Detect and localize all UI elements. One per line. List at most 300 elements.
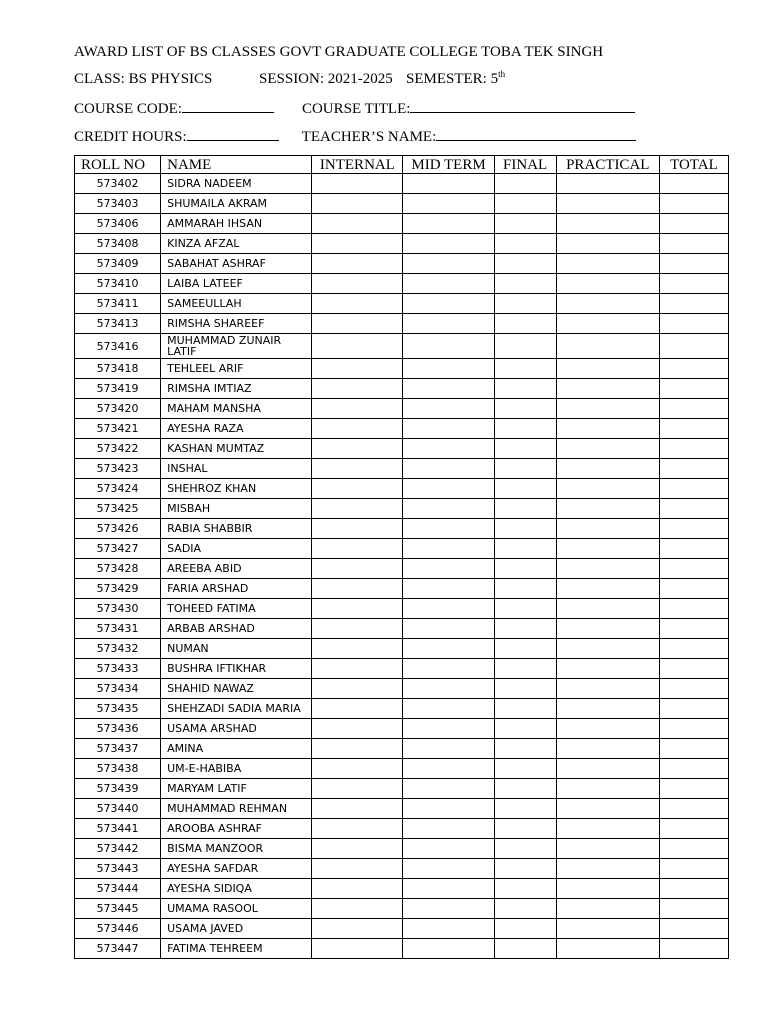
total-mark-cell[interactable] [659,919,728,939]
total-mark-cell[interactable] [659,939,728,959]
final-mark-cell[interactable] [494,194,556,214]
mid-term-mark-cell[interactable] [403,214,494,234]
final-mark-cell[interactable] [494,719,556,739]
practical-mark-cell[interactable] [556,479,659,499]
internal-mark-cell[interactable] [312,439,403,459]
internal-mark-cell[interactable] [312,314,403,334]
practical-mark-cell[interactable] [556,359,659,379]
internal-mark-cell[interactable] [312,819,403,839]
roll-no-cell: 573406 [75,214,161,234]
final-mark-cell[interactable] [494,839,556,859]
total-mark-cell[interactable] [659,214,728,234]
col-name: NAME [161,156,312,174]
name-cell: USAMA JAVED [161,919,312,939]
roll-no-cell: 573425 [75,499,161,519]
table-row [75,779,729,799]
table-row [75,314,729,334]
final-mark-cell[interactable] [494,174,556,194]
total-mark-cell[interactable] [659,739,728,759]
final-mark-cell[interactable] [494,939,556,959]
col-internal: INTERNAL [312,156,403,174]
total-mark-cell[interactable] [659,294,728,314]
roll-no-cell: 573441 [75,819,161,839]
col-practical: PRACTICAL [556,156,659,174]
roll-no-cell: 573430 [75,599,161,619]
table-row [75,399,729,419]
total-mark-cell[interactable] [659,479,728,499]
name-cell: SHEHZADI SADIA MARIA [161,699,312,719]
table-row [75,599,729,619]
internal-mark-cell[interactable] [312,799,403,819]
internal-mark-cell[interactable] [312,419,403,439]
mid-term-mark-cell[interactable] [403,379,494,399]
internal-mark-cell[interactable] [312,659,403,679]
table-row [75,214,729,234]
final-mark-cell[interactable] [494,559,556,579]
roll-no-cell: 573402 [75,174,161,194]
final-mark-cell[interactable] [494,399,556,419]
practical-mark-cell[interactable] [556,679,659,699]
name-cell: NUMAN [161,639,312,659]
mid-term-mark-cell[interactable] [403,194,494,214]
table-row [75,559,729,579]
total-mark-cell[interactable] [659,839,728,859]
internal-mark-cell[interactable] [312,194,403,214]
table-row [75,759,729,779]
award-table [74,155,729,959]
total-mark-cell[interactable] [659,659,728,679]
name-cell: UM-E-HABIBA [161,759,312,779]
table-row [75,274,729,294]
final-mark-cell[interactable] [494,274,556,294]
practical-mark-cell[interactable] [556,499,659,519]
final-mark-cell[interactable] [494,879,556,899]
name-cell: SABAHAT ASHRAF [161,254,312,274]
semester-superscript: th [498,69,506,79]
final-mark-cell[interactable] [494,699,556,719]
total-mark-cell[interactable] [659,379,728,399]
practical-mark-cell[interactable] [556,839,659,859]
mid-term-mark-cell[interactable] [403,559,494,579]
practical-mark-cell[interactable] [556,859,659,879]
total-mark-cell[interactable] [659,819,728,839]
total-mark-cell[interactable] [659,274,728,294]
final-mark-cell[interactable] [494,599,556,619]
table-row [75,859,729,879]
table-row [75,234,729,254]
practical-mark-cell[interactable] [556,519,659,539]
roll-no-cell: 573438 [75,759,161,779]
table-row [75,839,729,859]
final-mark-cell[interactable] [494,294,556,314]
name-cell: RIMSHA SHAREEF [161,314,312,334]
course-code-label: COURSE CODE: [74,101,182,117]
final-mark-cell[interactable] [494,314,556,334]
table-row [75,334,729,359]
practical-mark-cell[interactable] [556,659,659,679]
mid-term-mark-cell[interactable] [403,174,494,194]
name-cell: KASHAN MUMTAZ [161,439,312,459]
roll-no-cell: 573442 [75,839,161,859]
mid-term-mark-cell[interactable] [403,254,494,274]
practical-mark-cell[interactable] [556,234,659,254]
mid-term-mark-cell[interactable] [403,899,494,919]
total-mark-cell[interactable] [659,619,728,639]
mid-term-mark-cell[interactable] [403,599,494,619]
total-mark-cell[interactable] [659,194,728,214]
total-mark-cell[interactable] [659,439,728,459]
roll-no-cell: 573416 [75,334,161,359]
total-mark-cell[interactable] [659,314,728,334]
table-row [75,459,729,479]
final-mark-cell[interactable] [494,739,556,759]
name-cell: AREEBA ABID [161,559,312,579]
roll-no-cell: 573429 [75,579,161,599]
final-mark-cell[interactable] [494,659,556,679]
internal-mark-cell[interactable] [312,919,403,939]
practical-mark-cell[interactable] [556,719,659,739]
course-code-blank[interactable] [182,99,274,113]
final-mark-cell[interactable] [494,679,556,699]
mid-term-mark-cell[interactable] [403,314,494,334]
table-row [75,719,729,739]
table-row [75,194,729,214]
final-mark-cell[interactable] [494,459,556,479]
practical-mark-cell[interactable] [556,619,659,639]
roll-no-cell: 573403 [75,194,161,214]
internal-mark-cell[interactable] [312,859,403,879]
roll-no-cell: 573440 [75,799,161,819]
final-mark-cell[interactable] [494,759,556,779]
internal-mark-cell[interactable] [312,739,403,759]
final-mark-cell[interactable] [494,639,556,659]
roll-no-cell: 573422 [75,439,161,459]
table-row [75,579,729,599]
final-mark-cell[interactable] [494,479,556,499]
total-mark-cell[interactable] [659,859,728,879]
practical-mark-cell[interactable] [556,799,659,819]
mid-term-mark-cell[interactable] [403,619,494,639]
internal-mark-cell[interactable] [312,274,403,294]
col-final: FINAL [494,156,556,174]
total-mark-cell[interactable] [659,459,728,479]
internal-mark-cell[interactable] [312,459,403,479]
mid-term-mark-cell[interactable] [403,399,494,419]
name-cell: SHEHROZ KHAN [161,479,312,499]
total-mark-cell[interactable] [659,359,728,379]
total-mark-cell[interactable] [659,579,728,599]
roll-no-cell: 573427 [75,539,161,559]
internal-mark-cell[interactable] [312,579,403,599]
practical-mark-cell[interactable] [556,919,659,939]
total-mark-cell[interactable] [659,759,728,779]
mid-term-mark-cell[interactable] [403,519,494,539]
internal-mark-cell[interactable] [312,499,403,519]
final-mark-cell[interactable] [494,899,556,919]
title-text: AWARD LIST OF BS CLASSES GOVT GRADUATE COLLEGE TOBA TEK SINGH [74,44,604,60]
mid-term-mark-cell[interactable] [403,699,494,719]
practical-mark-cell[interactable] [556,379,659,399]
internal-mark-cell[interactable] [312,699,403,719]
internal-mark-cell[interactable] [312,599,403,619]
roll-no-cell: 573436 [75,719,161,739]
final-mark-cell[interactable] [494,539,556,559]
name-cell: MAHAM MANSHA [161,399,312,419]
mid-term-mark-cell[interactable] [403,499,494,519]
practical-mark-cell[interactable] [556,459,659,479]
name-cell: SIDRA NADEEM [161,174,312,194]
teacher-name-label: TEACHER’S NAME: [301,129,437,145]
course-title-blank[interactable] [410,99,635,113]
internal-mark-cell[interactable] [312,174,403,194]
internal-mark-cell[interactable] [312,559,403,579]
practical-mark-cell[interactable] [556,274,659,294]
practical-mark-cell[interactable] [556,294,659,314]
name-cell: UMAMA RASOOL [161,899,312,919]
internal-mark-cell[interactable] [312,334,403,359]
mid-term-mark-cell[interactable] [403,539,494,559]
class-label: CLASS: BS PHYSICS [74,71,213,87]
total-mark-cell[interactable] [659,779,728,799]
practical-mark-cell[interactable] [556,399,659,419]
practical-mark-cell[interactable] [556,699,659,719]
final-mark-cell[interactable] [494,579,556,599]
total-mark-cell[interactable] [659,799,728,819]
name-cell: FATIMA TEHREEM [161,939,312,959]
total-mark-cell[interactable] [659,899,728,919]
mid-term-mark-cell[interactable] [403,274,494,294]
teacher-name-blank[interactable] [436,127,636,141]
mid-term-mark-cell[interactable] [403,479,494,499]
table-row [75,359,729,379]
mid-term-mark-cell[interactable] [403,859,494,879]
internal-mark-cell[interactable] [312,839,403,859]
practical-mark-cell[interactable] [556,419,659,439]
internal-mark-cell[interactable] [312,399,403,419]
mid-term-mark-cell[interactable] [403,459,494,479]
final-mark-cell[interactable] [494,819,556,839]
table-row [75,294,729,314]
mid-term-mark-cell[interactable] [403,679,494,699]
total-mark-cell[interactable] [659,599,728,619]
table-row [75,679,729,699]
name-cell: MARYAM LATIF [161,779,312,799]
table-row [75,519,729,539]
final-mark-cell[interactable] [494,499,556,519]
practical-mark-cell[interactable] [556,214,659,234]
roll-no-cell: 573445 [75,899,161,919]
roll-no-cell: 573447 [75,939,161,959]
roll-no-cell: 573444 [75,879,161,899]
mid-term-mark-cell[interactable] [403,759,494,779]
name-cell: ARBAB ARSHAD [161,619,312,639]
internal-mark-cell[interactable] [312,519,403,539]
practical-mark-cell[interactable] [556,779,659,799]
credit-hours-blank[interactable] [187,127,279,141]
name-cell: AROOBA ASHRAF [161,819,312,839]
internal-mark-cell[interactable] [312,234,403,254]
internal-mark-cell[interactable] [312,639,403,659]
total-mark-cell[interactable] [659,879,728,899]
practical-mark-cell[interactable] [556,579,659,599]
internal-mark-cell[interactable] [312,619,403,639]
practical-mark-cell[interactable] [556,334,659,359]
name-cell: MISBAH [161,499,312,519]
practical-mark-cell[interactable] [556,559,659,579]
final-mark-cell[interactable] [494,234,556,254]
name-cell: TOHEED FATIMA [161,599,312,619]
mid-term-mark-cell[interactable] [403,334,494,359]
final-mark-cell[interactable] [494,379,556,399]
col-total: TOTAL [659,156,728,174]
roll-no-cell: 573431 [75,619,161,639]
internal-mark-cell[interactable] [312,679,403,699]
total-mark-cell[interactable] [659,399,728,419]
mid-term-mark-cell[interactable] [403,439,494,459]
roll-no-cell: 573434 [75,679,161,699]
mid-term-mark-cell[interactable] [403,779,494,799]
table-row [75,379,729,399]
mid-term-mark-cell[interactable] [403,939,494,959]
table-header-row [75,156,729,174]
table-row [75,879,729,899]
practical-mark-cell[interactable] [556,939,659,959]
mid-term-mark-cell[interactable] [403,719,494,739]
practical-mark-cell[interactable] [556,739,659,759]
total-mark-cell[interactable] [659,174,728,194]
internal-mark-cell[interactable] [312,539,403,559]
final-mark-cell[interactable] [494,799,556,819]
mid-term-mark-cell[interactable] [403,879,494,899]
practical-mark-cell[interactable] [556,899,659,919]
credit-hours-label: CREDIT HOURS: [74,129,187,145]
table-row [75,439,729,459]
practical-mark-cell[interactable] [556,254,659,274]
internal-mark-cell[interactable] [312,379,403,399]
name-cell: SHUMAILA AKRAM [161,194,312,214]
practical-mark-cell[interactable] [556,439,659,459]
final-mark-cell[interactable] [494,919,556,939]
total-mark-cell[interactable] [659,254,728,274]
name-cell: AYESHA SIDIQA [161,879,312,899]
name-cell: AYESHA RAZA [161,419,312,439]
table-row [75,739,729,759]
mid-term-mark-cell[interactable] [403,234,494,254]
final-mark-cell[interactable] [494,619,556,639]
practical-mark-cell[interactable] [556,314,659,334]
internal-mark-cell[interactable] [312,779,403,799]
roll-no-cell: 573420 [75,399,161,419]
final-mark-cell[interactable] [494,214,556,234]
total-mark-cell[interactable] [659,334,728,359]
practical-mark-cell[interactable] [556,819,659,839]
internal-mark-cell[interactable] [312,254,403,274]
total-mark-cell[interactable] [659,234,728,254]
final-mark-cell[interactable] [494,439,556,459]
roll-no-cell: 573424 [75,479,161,499]
internal-mark-cell[interactable] [312,719,403,739]
practical-mark-cell[interactable] [556,599,659,619]
mid-term-mark-cell[interactable] [403,359,494,379]
total-mark-cell[interactable] [659,639,728,659]
mid-term-mark-cell[interactable] [403,799,494,819]
total-mark-cell[interactable] [659,699,728,719]
roll-no-cell: 573423 [75,459,161,479]
total-mark-cell[interactable] [659,719,728,739]
name-cell: FARIA ARSHAD [161,579,312,599]
internal-mark-cell[interactable] [312,214,403,234]
semester-label: SEMESTER: 5 [406,71,499,87]
total-mark-cell[interactable] [659,559,728,579]
mid-term-mark-cell[interactable] [403,419,494,439]
total-mark-cell[interactable] [659,539,728,559]
roll-no-cell: 573409 [75,254,161,274]
practical-mark-cell[interactable] [556,879,659,899]
total-mark-cell[interactable] [659,519,728,539]
mid-term-mark-cell[interactable] [403,294,494,314]
table-row [75,939,729,959]
total-mark-cell[interactable] [659,499,728,519]
practical-mark-cell[interactable] [556,194,659,214]
session-label: SESSION: 2021-2025 [259,71,393,87]
total-mark-cell[interactable] [659,679,728,699]
internal-mark-cell[interactable] [312,359,403,379]
final-mark-cell[interactable] [494,519,556,539]
document-title [74,44,603,61]
credit-teacher-line [74,127,636,146]
roll-no-cell: 573411 [75,294,161,314]
internal-mark-cell[interactable] [312,479,403,499]
name-cell: RIMSHA IMTIAZ [161,379,312,399]
final-mark-cell[interactable] [494,359,556,379]
mid-term-mark-cell[interactable] [403,919,494,939]
mid-term-mark-cell[interactable] [403,659,494,679]
internal-mark-cell[interactable] [312,294,403,314]
roll-no-cell: 573439 [75,779,161,799]
roll-no-cell: 573410 [75,274,161,294]
final-mark-cell[interactable] [494,419,556,439]
total-mark-cell[interactable] [659,419,728,439]
mid-term-mark-cell[interactable] [403,639,494,659]
internal-mark-cell[interactable] [312,759,403,779]
final-mark-cell[interactable] [494,334,556,359]
name-cell: SHAHID NAWAZ [161,679,312,699]
internal-mark-cell[interactable] [312,899,403,919]
name-cell: AYESHA SAFDAR [161,859,312,879]
practical-mark-cell[interactable] [556,639,659,659]
internal-mark-cell[interactable] [312,939,403,959]
practical-mark-cell[interactable] [556,759,659,779]
practical-mark-cell[interactable] [556,174,659,194]
mid-term-mark-cell[interactable] [403,819,494,839]
internal-mark-cell[interactable] [312,879,403,899]
roll-no-cell: 573428 [75,559,161,579]
table-row [75,899,729,919]
roll-no-cell: 573433 [75,659,161,679]
table-row [75,659,729,679]
final-mark-cell[interactable] [494,779,556,799]
mid-term-mark-cell[interactable] [403,579,494,599]
final-mark-cell[interactable] [494,859,556,879]
class-session-line [74,71,505,88]
roll-no-cell: 573426 [75,519,161,539]
final-mark-cell[interactable] [494,254,556,274]
mid-term-mark-cell[interactable] [403,739,494,759]
mid-term-mark-cell[interactable] [403,839,494,859]
practical-mark-cell[interactable] [556,539,659,559]
name-cell: INSHAL [161,459,312,479]
table-row [75,819,729,839]
